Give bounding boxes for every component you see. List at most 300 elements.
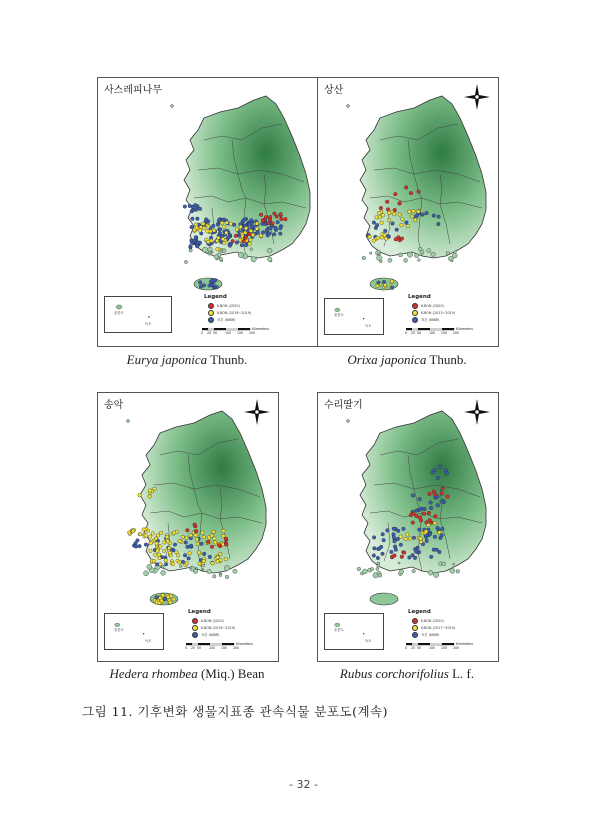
island: [225, 575, 229, 579]
occurrence-point-yellow: [164, 558, 168, 562]
island: [370, 252, 372, 254]
occurrence-point-blue: [184, 541, 188, 545]
occurrence-point-red: [419, 519, 423, 523]
occurrence-point-red: [417, 190, 421, 194]
map-legend: [406, 294, 566, 332]
occurrence-point-blue: [376, 556, 380, 560]
inset-map-ulleungdo-dokdo: [104, 613, 164, 650]
scale-tick-label: 200: [233, 646, 240, 650]
occurrence-point-red: [441, 487, 445, 491]
occurrence-point-yellow: [249, 229, 253, 233]
legend-swatch: [192, 632, 198, 638]
north-arrow-icon: [244, 399, 270, 425]
island: [427, 249, 431, 253]
island: [456, 570, 460, 574]
occurrence-point-blue: [393, 540, 397, 544]
occurrence-point-blue: [279, 232, 283, 236]
occurrence-point-blue: [372, 536, 376, 540]
occurrence-point-blue: [374, 226, 378, 230]
island: [147, 564, 152, 569]
occurrence-point-blue: [433, 535, 437, 539]
occurrence-point-blue: [240, 243, 244, 247]
island: [407, 252, 412, 257]
occurrence-point-yellow: [248, 242, 252, 246]
scale-unit: Kilometers: [456, 327, 474, 331]
occurrence-point-yellow: [206, 240, 210, 244]
legend-swatch: [192, 618, 198, 624]
occurrence-point-blue: [441, 527, 445, 531]
occurrence-point-yellow: [159, 531, 163, 535]
occurrence-point-blue: [372, 221, 376, 225]
figure-caption: 그림 11. 기후변화 생물지표종 관속식물 분포도(계속): [82, 704, 389, 719]
occurrence-point-yellow: [168, 601, 172, 605]
scale-tick-label: 150: [441, 331, 448, 335]
occurrence-point-red: [394, 237, 398, 241]
legend-label: K-BON (2016~2019): [201, 626, 236, 630]
occurrence-point-yellow: [172, 598, 176, 602]
occurrence-point-blue: [199, 285, 203, 289]
occurrence-point-yellow: [399, 535, 403, 539]
occurrence-point-yellow: [153, 487, 157, 491]
island: [195, 567, 197, 569]
occurrence-point-blue: [138, 544, 142, 548]
occurrence-point-blue: [408, 556, 412, 560]
island: [184, 260, 187, 263]
legend-label: 표본 (NIBR): [421, 318, 440, 322]
scale-tick-label: 100: [429, 646, 436, 650]
occurrence-point-yellow: [220, 221, 224, 225]
occurrence-point-yellow: [216, 560, 220, 564]
occurrence-point-yellow: [388, 211, 392, 215]
occurrence-point-yellow: [408, 537, 412, 541]
occurrence-point-red: [432, 490, 436, 494]
map-legend: [406, 609, 566, 647]
scale-tick-label: 200: [453, 646, 460, 650]
occurrence-point-red: [259, 213, 263, 217]
occurrence-point-red: [386, 208, 390, 212]
occurrence-point-red: [446, 495, 450, 499]
island: [379, 260, 382, 263]
island: [377, 253, 379, 255]
occurrence-point-blue: [395, 228, 399, 232]
occurrence-point-red: [428, 518, 432, 522]
occurrence-point-yellow: [221, 237, 225, 241]
scale-tick-label: 0: [201, 331, 204, 335]
legend-label: 표본 (NIBR): [201, 633, 220, 637]
occurrence-point-yellow: [161, 593, 165, 597]
occurrence-point-blue: [265, 228, 269, 232]
occurrence-point-yellow: [212, 530, 216, 534]
occurrence-point-yellow: [224, 231, 228, 235]
legend-label: 표본 (NIBR): [217, 318, 236, 322]
occurrence-point-blue: [242, 218, 246, 222]
occurrence-point-yellow: [368, 235, 372, 239]
inset-label-ulleungdo: 울릉도: [334, 628, 344, 632]
occurrence-point-blue: [204, 218, 208, 222]
island: [376, 568, 379, 571]
occurrence-point-blue: [210, 279, 214, 283]
occurrence-point-blue: [417, 550, 421, 554]
occurrence-point-yellow: [412, 209, 416, 213]
occurrence-point-yellow: [185, 561, 189, 565]
scale-tick-label: 150: [237, 331, 244, 335]
legend-item: [412, 618, 444, 624]
island: [143, 571, 148, 576]
occurrence-point-yellow: [194, 533, 198, 537]
occurrence-point-blue: [444, 469, 448, 473]
occurrence-point-blue: [267, 232, 271, 236]
inset-map-ulleungdo-dokdo: [324, 613, 384, 650]
occurrence-point-yellow: [198, 562, 202, 566]
occurrence-point-blue: [428, 532, 432, 536]
occurrence-point-yellow: [398, 213, 402, 217]
occurrence-point-yellow: [144, 534, 148, 538]
island: [219, 574, 222, 577]
occurrence-point-yellow: [380, 221, 384, 225]
occurrence-point-red: [425, 521, 429, 525]
island: [267, 257, 272, 262]
occurrence-point-blue: [405, 221, 409, 225]
occurrence-point-red: [398, 201, 402, 205]
occurrence-point-yellow: [185, 536, 189, 540]
occurrence-point-yellow: [401, 217, 405, 221]
occurrence-point-blue: [431, 471, 435, 475]
occurrence-point-blue: [191, 217, 195, 221]
occurrence-point-yellow: [149, 541, 153, 545]
island: [433, 572, 438, 577]
island: [418, 259, 421, 262]
occurrence-point-blue: [144, 543, 148, 547]
scale-bar: [406, 328, 496, 338]
occurrence-point-blue: [272, 232, 276, 236]
occurrence-point-blue: [164, 562, 168, 566]
occurrence-point-blue: [194, 208, 198, 212]
legend-item: [208, 317, 236, 323]
scale-tick-label: 50: [417, 646, 422, 650]
map-panel-hedera: [97, 392, 279, 662]
occurrence-point-yellow: [157, 553, 161, 557]
occurrence-point-yellow: [195, 226, 199, 230]
occurrence-point-blue: [250, 219, 254, 223]
scale-tick-label: 50: [213, 331, 218, 335]
occurrence-point-yellow: [424, 529, 428, 533]
occurrence-point-blue: [418, 528, 422, 532]
occurrence-point-blue: [432, 214, 436, 218]
island: [179, 565, 182, 568]
occurrence-point-blue: [190, 225, 194, 229]
occurrence-point-yellow: [378, 215, 382, 219]
occurrence-point-yellow: [202, 226, 206, 230]
occurrence-point-blue: [188, 204, 192, 208]
occurrence-point-yellow: [229, 222, 233, 226]
occurrence-point-yellow: [153, 553, 157, 557]
occurrence-point-red: [427, 511, 431, 515]
occurrence-point-yellow: [219, 552, 223, 556]
legend-item: [208, 303, 240, 309]
occurrence-point-yellow: [206, 225, 210, 229]
occurrence-point-red: [393, 208, 397, 212]
occurrence-point-yellow: [251, 233, 255, 237]
occurrence-point-yellow: [390, 280, 394, 284]
island: [370, 567, 373, 570]
occurrence-point-red: [402, 551, 406, 555]
occurrence-point-yellow: [165, 535, 169, 539]
scale-bar: [406, 643, 496, 653]
occurrence-point-yellow: [155, 542, 159, 546]
occurrence-point-blue: [394, 548, 398, 552]
island: [451, 260, 453, 262]
scale-tick-label: 25: [411, 646, 416, 650]
occurrence-point-yellow: [383, 233, 387, 237]
occurrence-point-blue: [200, 542, 204, 546]
occurrence-point-red: [279, 212, 283, 216]
occurrence-point-red: [280, 217, 284, 221]
occurrence-point-blue: [244, 243, 248, 247]
occurrence-point-blue: [198, 280, 202, 284]
occurrence-point-blue: [386, 529, 390, 533]
korea-landmass: [360, 96, 486, 258]
occurrence-point-yellow: [214, 541, 218, 545]
scale-tick-label: 100: [209, 646, 216, 650]
occurrence-point-yellow: [154, 537, 158, 541]
occurrence-point-blue: [274, 226, 278, 230]
occurrence-point-yellow: [387, 218, 391, 222]
occurrence-point-yellow: [162, 549, 166, 553]
occurrence-point-red: [415, 514, 419, 518]
scale-tick-label: 0: [405, 646, 408, 650]
occurrence-point-yellow: [167, 546, 171, 550]
occurrence-point-blue: [232, 223, 236, 227]
legend-swatch: [208, 310, 214, 316]
island: [362, 256, 366, 260]
occurrence-point-blue: [218, 228, 222, 232]
occurrence-point-blue: [193, 203, 197, 207]
legend-item: [412, 625, 455, 631]
island: [161, 570, 166, 575]
island: [214, 255, 218, 259]
legend-label: K-BON (2013~2019): [421, 311, 456, 315]
occurrence-point-yellow: [201, 531, 205, 535]
occurrence-point-red: [434, 515, 438, 519]
occurrence-point-red: [248, 232, 252, 236]
occurrence-point-yellow: [201, 222, 205, 226]
occurrence-point-red: [231, 239, 235, 243]
occurrence-point-yellow: [419, 537, 423, 541]
occurrence-point-yellow: [244, 226, 248, 230]
occurrence-point-yellow: [176, 553, 180, 557]
occurrence-point-red: [264, 215, 268, 219]
legend-swatch: [208, 303, 214, 309]
island: [207, 569, 212, 574]
occurrence-point-blue: [429, 555, 433, 559]
island: [208, 251, 211, 254]
occurrence-point-blue: [134, 545, 138, 549]
island: [251, 257, 256, 262]
occurrence-point-blue: [429, 506, 433, 510]
occurrence-point-blue: [372, 554, 376, 558]
species-caption-orixa: Orixa japonica Thunb.: [347, 352, 467, 367]
occurrence-point-red: [284, 217, 288, 221]
island: [399, 569, 403, 573]
occurrence-point-blue: [399, 543, 403, 547]
occurrence-point-blue: [390, 286, 394, 290]
occurrence-point-red: [206, 540, 210, 544]
map-panel-rubus: [317, 392, 499, 662]
occurrence-point-yellow: [410, 215, 414, 219]
occurrence-point-yellow: [255, 222, 259, 226]
occurrence-point-blue: [418, 497, 422, 501]
occurrence-point-yellow: [212, 229, 216, 233]
occurrence-point-blue: [228, 244, 232, 248]
occurrence-point-red: [412, 512, 416, 516]
island: [193, 569, 197, 573]
occurrence-point-yellow: [178, 561, 182, 565]
occurrence-point-yellow: [202, 535, 206, 539]
occurrence-point-red: [242, 239, 246, 243]
occurrence-point-yellow: [417, 210, 421, 214]
island: [377, 562, 380, 565]
occurrence-point-red: [210, 545, 214, 549]
scale-tick-label: 50: [417, 331, 422, 335]
occurrence-point-blue: [412, 536, 416, 540]
occurrence-point-blue: [202, 552, 206, 556]
inset-map-ulleungdo-dokdo: [104, 296, 172, 333]
occurrence-point-blue: [183, 205, 187, 209]
occurrence-point-blue: [411, 553, 415, 557]
species-caption-hedera: Hedera rhombea (Miq.) Bean: [109, 666, 265, 681]
occurrence-point-yellow: [189, 533, 193, 537]
legend-title: Legend: [408, 294, 431, 300]
occurrence-point-red: [273, 212, 277, 216]
occurrence-point-red: [440, 492, 444, 496]
occurrence-point-blue: [402, 527, 406, 531]
occurrence-point-red: [234, 234, 238, 238]
legend-swatch: [208, 317, 214, 323]
occurrence-point-blue: [261, 231, 265, 235]
occurrence-point-blue: [181, 560, 185, 564]
occurrence-point-blue: [392, 535, 396, 539]
occurrence-point-yellow: [202, 559, 206, 563]
occurrence-point-yellow: [372, 239, 376, 243]
island: [250, 248, 253, 251]
legend-label: 표본 (NIBR): [421, 633, 440, 637]
occurrence-point-yellow: [406, 533, 410, 537]
occurrence-point-yellow: [222, 529, 226, 533]
occurrence-point-blue: [436, 503, 440, 507]
scale-tick-label: 25: [207, 331, 212, 335]
occurrence-point-red: [266, 221, 270, 225]
occurrence-point-blue: [396, 529, 400, 533]
island: [267, 248, 272, 253]
occurrence-point-blue: [440, 500, 444, 504]
occurrence-point-yellow: [148, 535, 152, 539]
occurrence-point-blue: [378, 547, 382, 551]
island: [398, 562, 400, 564]
occurrence-point-blue: [373, 547, 377, 551]
occurrence-point-blue: [195, 244, 199, 248]
inset-map-ulleungdo-dokdo: [324, 298, 384, 335]
occurrence-point-red: [409, 191, 413, 195]
occurrence-point-red: [225, 543, 229, 547]
occurrence-point-blue: [208, 555, 212, 559]
inset-label-ulleungdo: 울릉도: [114, 311, 124, 315]
occurrence-point-yellow: [216, 247, 220, 251]
inset-label-ulleungdo: 울릉도: [334, 313, 344, 317]
occurrence-point-yellow: [148, 495, 152, 499]
island: [428, 570, 433, 575]
island: [431, 252, 436, 257]
occurrence-point-blue: [436, 476, 440, 480]
occurrence-point-yellow: [149, 549, 153, 553]
inset-label-dokdo: 독도: [365, 639, 372, 643]
scale-tick-label: 150: [221, 646, 228, 650]
occurrence-point-blue: [437, 215, 441, 219]
occurrence-point-blue: [190, 209, 194, 213]
occurrence-point-yellow: [139, 532, 143, 536]
legend-label: K-BON (2020): [421, 619, 444, 623]
legend-swatch: [412, 632, 418, 638]
occurrence-point-red: [411, 521, 415, 525]
scale-tick-label: 100: [225, 331, 232, 335]
island: [452, 253, 457, 258]
island: [219, 257, 222, 260]
occurrence-point-yellow: [195, 538, 199, 542]
occurrence-point-red: [193, 523, 197, 527]
legend-item: [412, 317, 440, 323]
occurrence-point-red: [390, 555, 394, 559]
occurrence-point-yellow: [168, 551, 172, 555]
occurrence-point-blue: [227, 236, 231, 240]
island: [418, 247, 422, 251]
occurrence-point-blue: [186, 545, 190, 549]
occurrence-point-yellow: [216, 556, 220, 560]
occurrence-point-yellow: [225, 221, 229, 225]
north-arrow-icon: [464, 84, 490, 110]
occurrence-point-blue: [381, 552, 385, 556]
map-title: 상산: [322, 81, 345, 96]
legend-title: Legend: [188, 609, 211, 615]
island: [412, 569, 416, 573]
occurrence-point-red: [271, 222, 275, 226]
island: [399, 253, 403, 257]
occurrence-point-blue: [187, 557, 191, 561]
legend-label: K-BON (2020): [421, 304, 444, 308]
occurrence-point-yellow: [131, 529, 135, 533]
occurrence-point-yellow: [213, 537, 217, 541]
ulleungdo-mainmap: [347, 105, 350, 108]
occurrence-point-yellow: [239, 225, 243, 229]
legend-swatch: [192, 625, 198, 631]
occurrence-point-blue: [269, 227, 273, 231]
occurrence-point-yellow: [172, 531, 176, 535]
occurrence-point-yellow: [400, 223, 404, 227]
occurrence-point-yellow: [188, 551, 192, 555]
scale-bar: [186, 643, 276, 653]
island: [190, 567, 192, 569]
island: [363, 569, 368, 574]
occurrence-point-yellow: [259, 234, 263, 238]
occurrence-point-yellow: [197, 551, 201, 555]
occurrence-point-blue: [183, 553, 187, 557]
occurrence-point-red: [224, 537, 228, 541]
scale-tick-label: 200: [249, 331, 256, 335]
island: [357, 567, 361, 571]
scale-tick-label: 200: [453, 331, 460, 335]
legend-label: K-BON (2017~2019): [421, 626, 456, 630]
legend-title: Legend: [204, 294, 227, 300]
occurrence-point-yellow: [159, 545, 163, 549]
occurrence-point-yellow: [392, 212, 396, 216]
